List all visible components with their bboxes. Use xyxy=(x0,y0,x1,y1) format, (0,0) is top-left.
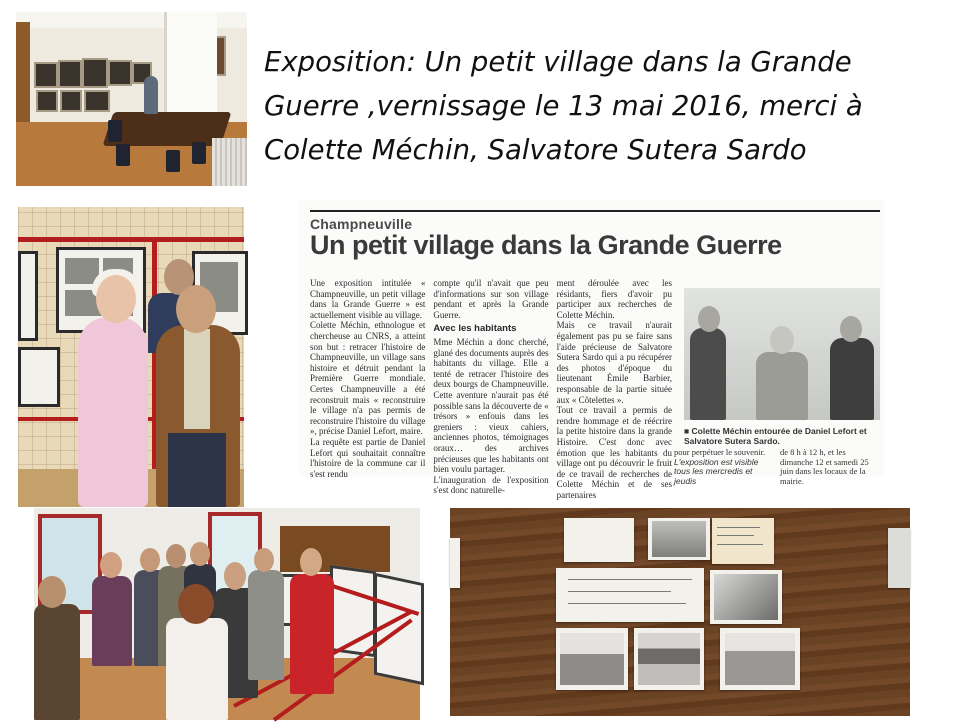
article-headline: Un petit village dans la Grande Guerre xyxy=(310,230,782,260)
article-column-3: ment déroulée avec les résidants, fiers d'avoir pu participer aux recherches de Colette Méchin. Mais ce travail n'aurait également pas pu se faire sans l'aide précieuse de Salvatore Sutera Sardo qui a pu récupérer des photos d'époque du lieutenant Émile Barbier, responsable de la partie située aux « Côtelettes ». Tout ce travail a permis de rendre hommage et de réécrire la petite histoire dans la grande Histoire. C'est donc avec émotion que les habitants du village ont pu découvrir le fruit de ce travail de recherches de Colette Méchin et de ses partenaires xyxy=(556,278,672,500)
photo-exhibition-room xyxy=(16,12,247,186)
article-columns xyxy=(310,278,672,500)
article-subhead: Avec les habitants xyxy=(433,323,517,335)
article-footer-right: de 8 h à 12 h, et les dimanche 12 et samedi 25 juin dans les locaux de la mairie. xyxy=(780,447,869,486)
article-kicker: Champneuville xyxy=(310,216,413,232)
slide-title: Exposition: Un petit village dans la Grande Guerre ,vernissage le 13 mai 2016, merci à Colette Méchin, Salvatore Sutera Sardo xyxy=(264,46,863,166)
article-footer xyxy=(674,448,880,486)
article-column-1: Une exposition intitulée « Champneuville, un petit village dans la Grande Guerre » est actuellement visible au village. Colette Méchin, ethnologue et chercheuse au CNRS, a atteint son but : retracer l'histoire de Champneuville, un village sans histoire et détruit pendant la Première Guerre mondiale. Certes Champneuville a été reconstruit mais « reconstruire le village n'a pas permis de reconstruire l'histoire du village », précise Daniel Lefort, maire. La requête est partie de Daniel Lefort qui souhaitait connaître l'histoire de la commune car il s'est rendu xyxy=(310,278,426,479)
photo-three-people xyxy=(18,207,244,507)
article-photo xyxy=(684,288,880,420)
article-column-2: compte qu'il n'avait que peu d'informations sur son village pendant et après la Grande Guerre. Avec les habitants Mme Méchin a donc cherché, glané des documents auprès des habitants du village. Elle a tenté de retracer l'histoire des deux bourgs de Champneuville. Cette aventure n'aurait pas été possible sans la découverte de « trésors » enfouis dans les greniers : vieux cahiers, anciennes photos, témoignages oraux… des archives précieuses que les habitants ont bien voulu partager. L'inauguration de l'exposition s'est donc naturelle- xyxy=(433,278,549,496)
article-photo-caption: ■ Colette Méchin entourée de Daniel Lefort et Salvatore Sutera Sardo. xyxy=(684,426,867,446)
photo-visitors xyxy=(34,508,420,720)
article-footer-left: pour perpétuer le souvenir. L'exposition est visible tous les mercredis et jeudis xyxy=(674,447,766,486)
newspaper-clipping xyxy=(298,200,884,500)
photo-documents-table xyxy=(450,508,910,716)
